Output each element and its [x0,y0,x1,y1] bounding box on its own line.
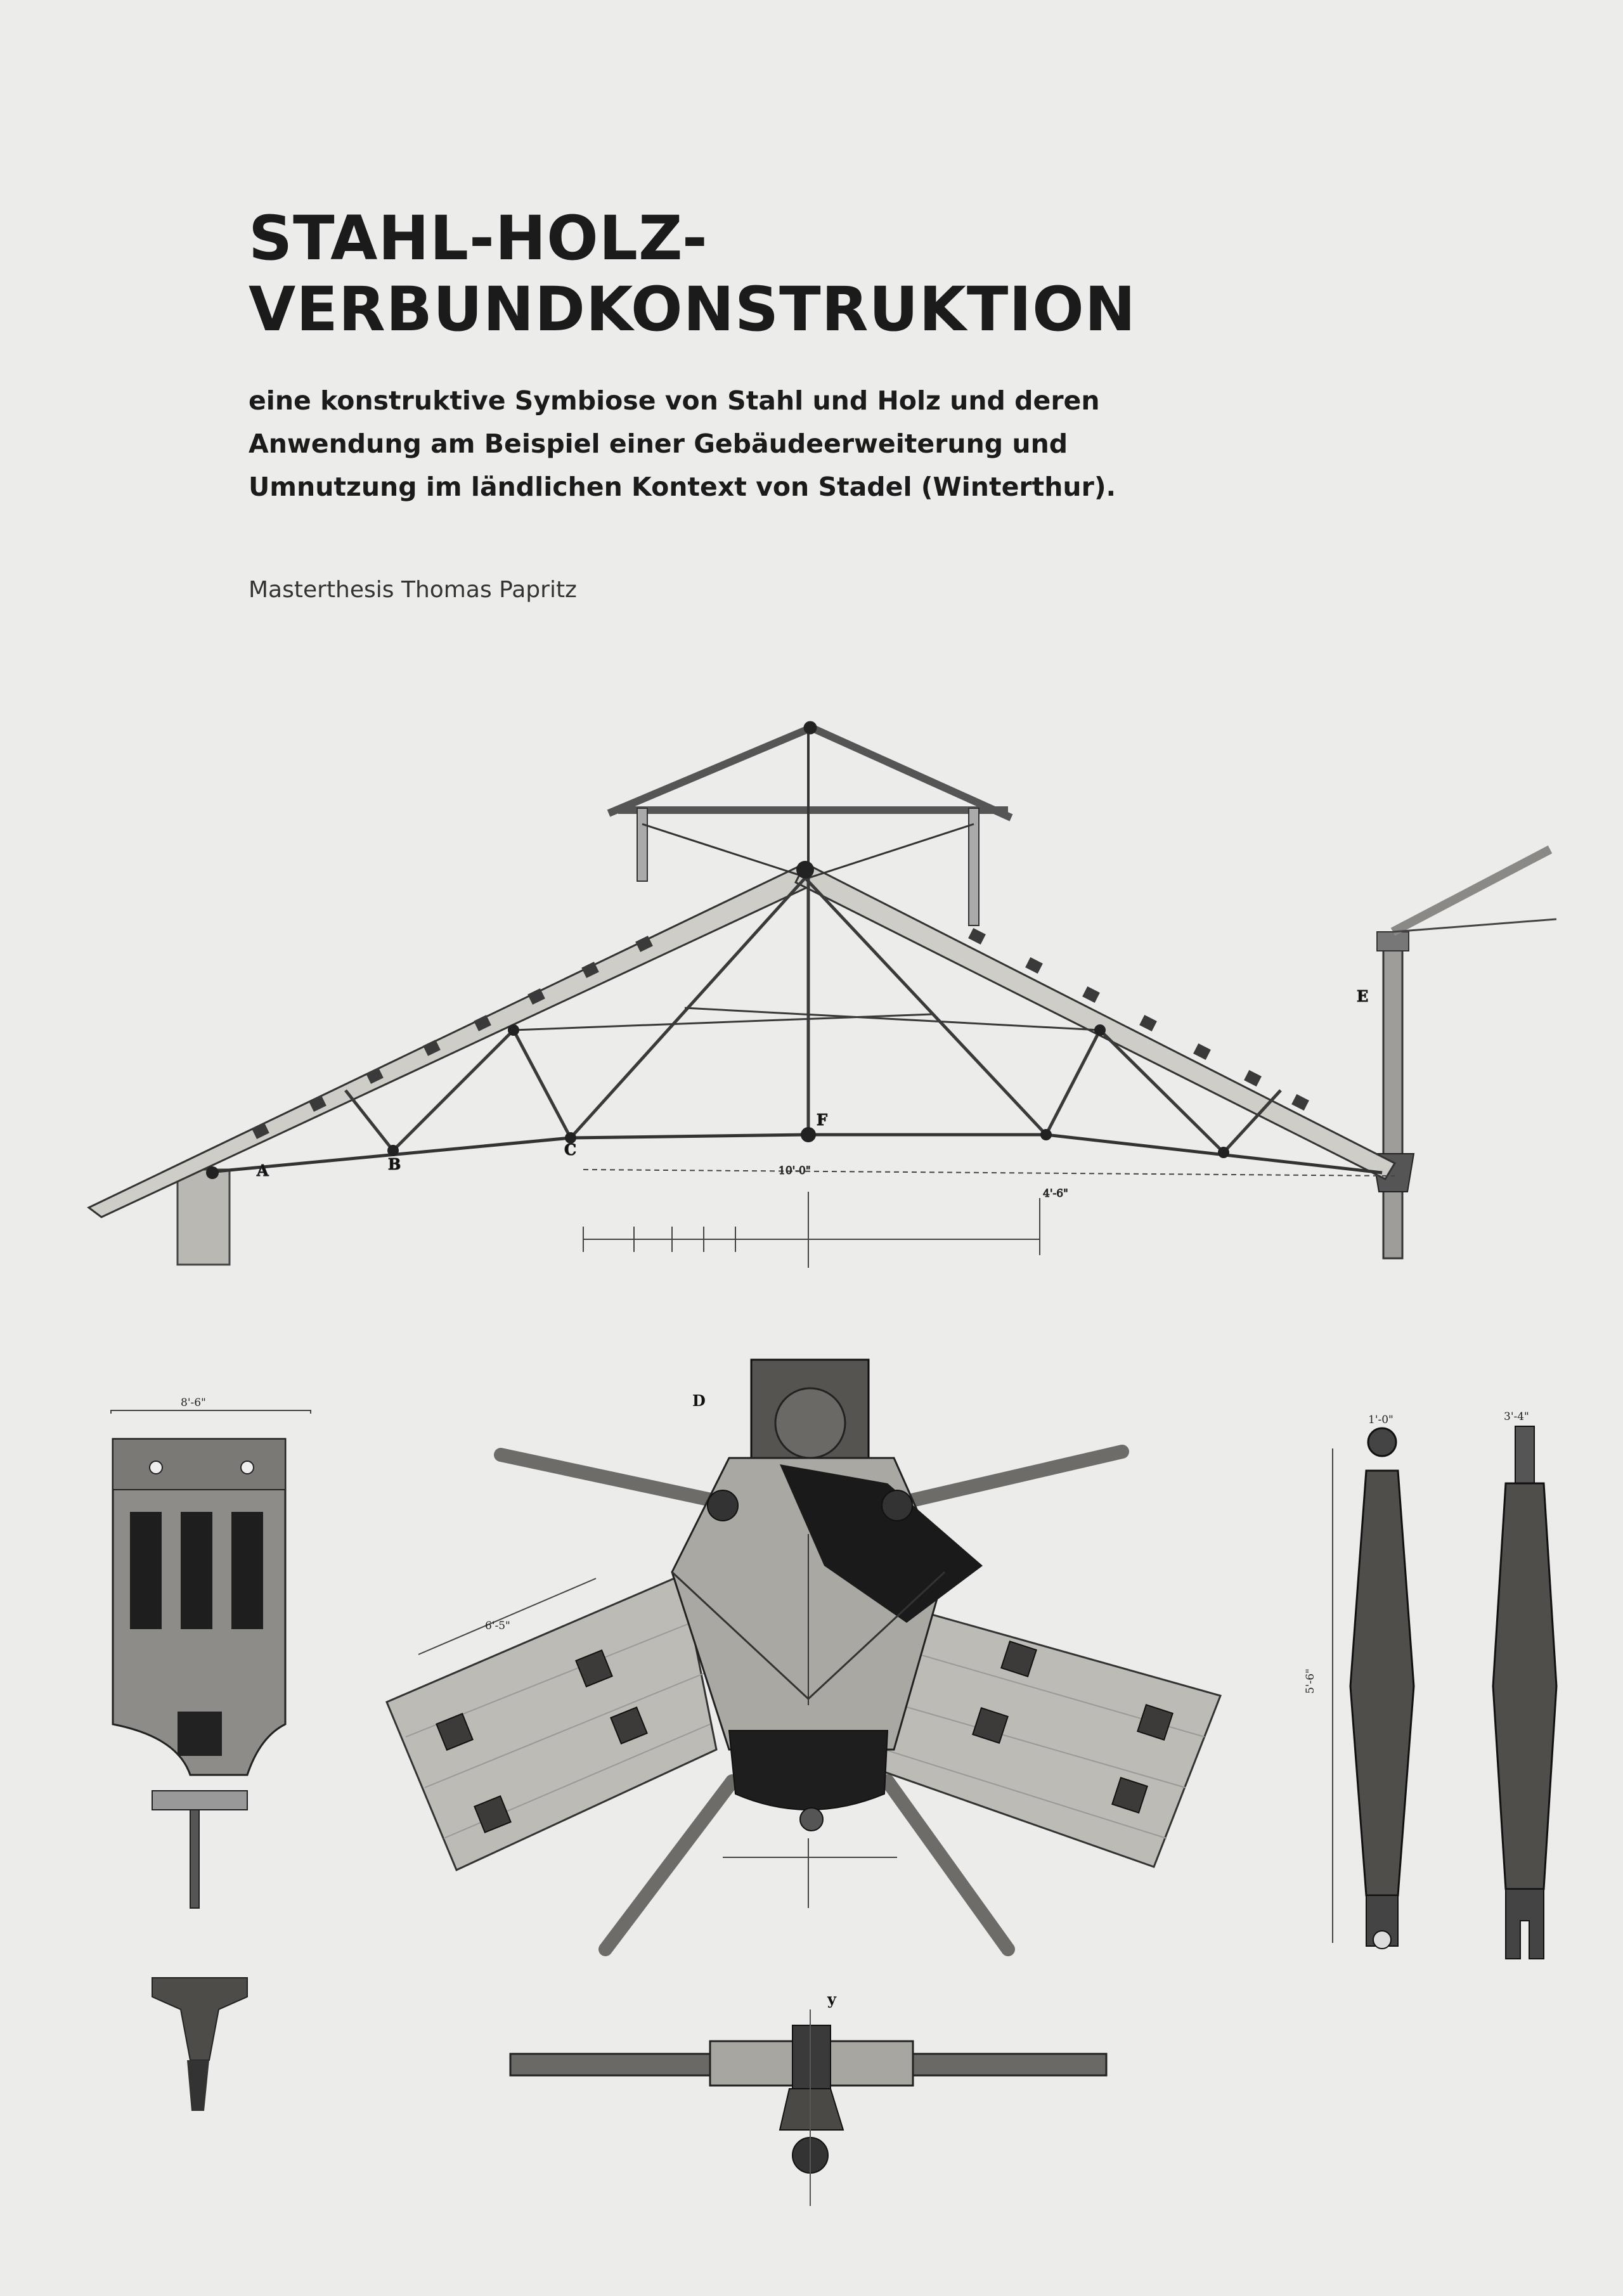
node-label-b: B [388,1155,401,1173]
dimension-chain [583,1170,1395,1268]
subtitle-line-2: Anwendung am Beispiel einer Gebäudeerweiterung und [249,429,1068,459]
node-label-e: E [1357,987,1369,1005]
node-label-c: C [564,1140,577,1159]
tension-link-details [1304,1410,1556,1959]
dim-label-right: 4'-6" [1043,1187,1068,1200]
dim-label-eye: 1'-0" [1368,1414,1393,1426]
left-rafter [89,863,818,1217]
dim-label-span: 10'-0" [779,1164,811,1177]
dim-label-fork: 3'-4" [1504,1410,1529,1423]
detail-label-d: D [692,1391,706,1410]
roof-truss-elevation [89,721,1556,1268]
cast-iron-column [1373,849,1556,1258]
central-joint-detail [387,1360,1220,1949]
title-line-2: VERBUNDKONSTRUKTION [249,274,1137,345]
author-line: Masterthesis Thomas Papritz [249,577,577,603]
right-rafter [796,863,1395,1179]
title-line-1: STAHL-HOLZ- [249,203,708,274]
subtitle-line-1: eine konstruktive Symbiose von Stahl und Holz und deren [249,385,1100,416]
detail-label-y: y [827,1990,836,2008]
masonry-support [178,1170,230,1265]
dim-label-link: 5'-6" [1304,1668,1317,1694]
dim-label-plate: 8'-6" [181,1396,206,1409]
node-label-f: F [817,1111,828,1129]
purlin-blocks [252,928,1309,1139]
node-label-a: A [257,1161,269,1180]
subtitle-line-3: Umnutzung im ländlichen Kontext von Stadel (Winterthur). [249,472,1116,502]
rod-connection-section [510,1990,1106,2206]
dim-label-joint: 6'-5" [485,1620,510,1632]
shoe-plate-detail [111,1396,311,2111]
